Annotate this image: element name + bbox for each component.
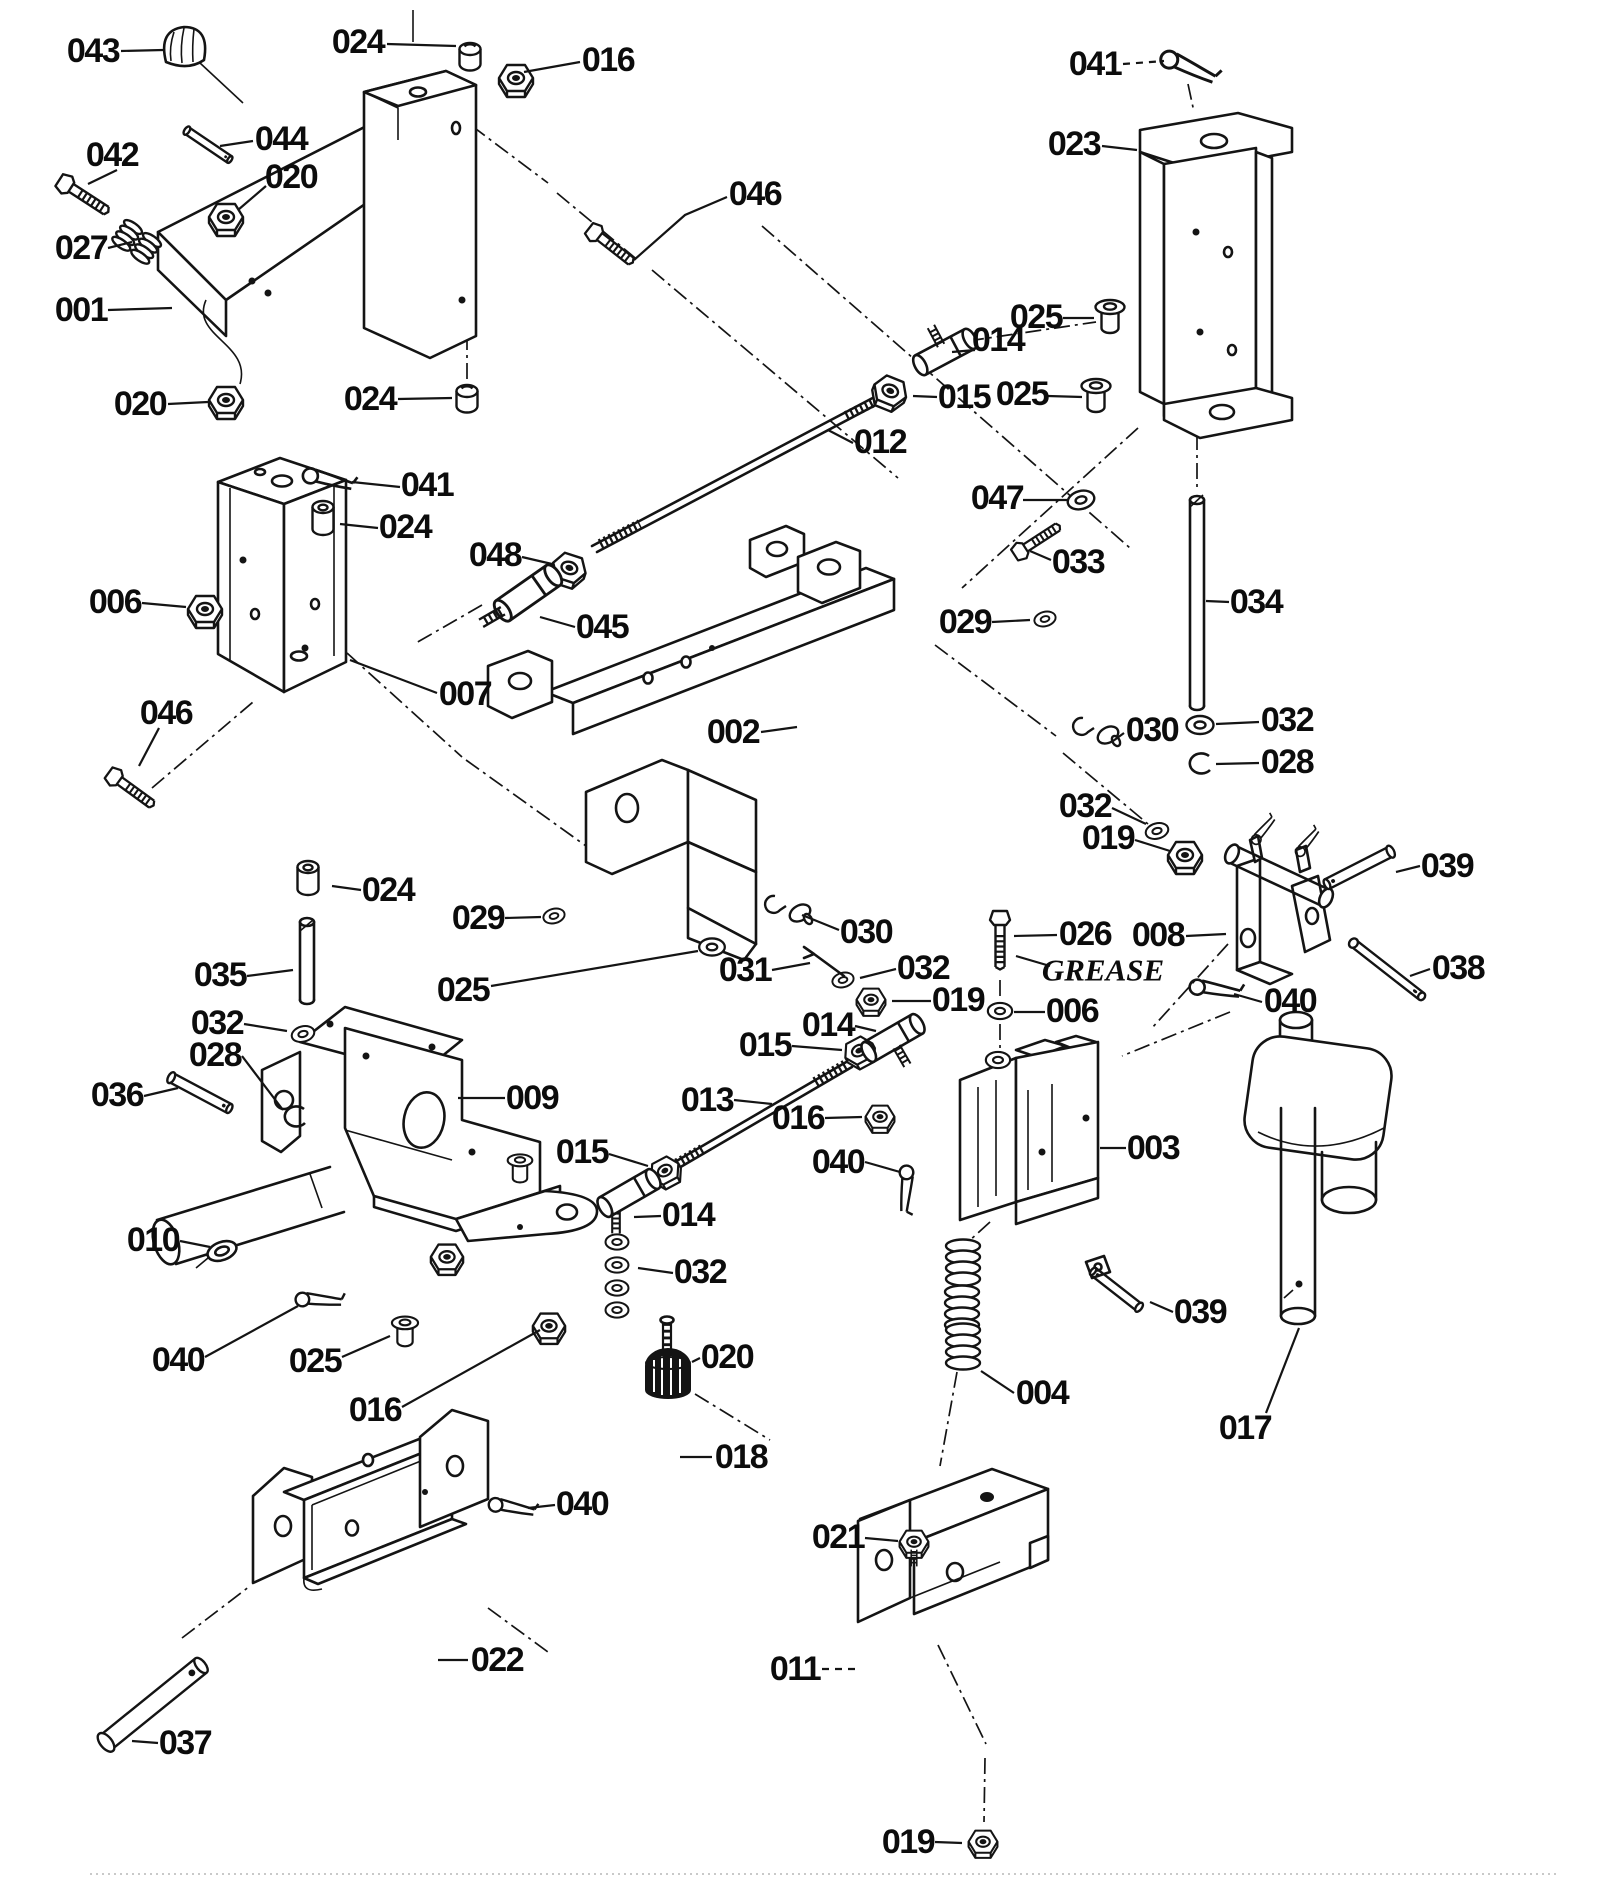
leader-line — [609, 1154, 648, 1166]
bushing-025 — [392, 1317, 418, 1347]
rod-034 — [1190, 495, 1204, 710]
part-label-006: 006 — [1045, 992, 1099, 1030]
leader-line — [772, 963, 810, 970]
rod-012 — [592, 392, 889, 552]
washer-029 — [542, 906, 567, 925]
part-label-025: 025 — [995, 375, 1049, 413]
washer-032 — [606, 1280, 629, 1295]
part-label-025: 025 — [1009, 298, 1063, 336]
ball-joint-014 — [858, 1012, 927, 1065]
leader-line — [121, 50, 163, 51]
leader-line — [855, 1026, 876, 1031]
leader-line — [981, 1371, 1014, 1393]
part-label-040: 040 — [1263, 982, 1317, 1020]
leader-line — [342, 1336, 390, 1357]
part-label-015: 015 — [555, 1133, 609, 1171]
hex-bolt-042 — [54, 172, 114, 221]
hex-nut-019 — [857, 989, 886, 1016]
leader-line — [1048, 396, 1082, 397]
ball-joint-014 — [910, 327, 979, 378]
part-label-009: 009 — [505, 1079, 559, 1117]
leader-line — [634, 1216, 661, 1217]
leader-line — [1216, 763, 1259, 764]
leader-line — [144, 1088, 178, 1096]
ring-010 — [205, 1237, 239, 1264]
part-label-003: 003 — [1126, 1129, 1180, 1167]
cotter-pin-040 — [294, 1282, 347, 1316]
clevis-pin-039 — [1322, 844, 1397, 891]
hex-nut-016 — [866, 1106, 895, 1133]
part-label-016: 016 — [348, 1391, 402, 1429]
part-label-027: 027 — [54, 229, 108, 267]
leader-line — [142, 603, 186, 607]
leader-line — [1206, 601, 1229, 602]
bracket-001 — [158, 10, 476, 384]
part-label-011: 011 — [769, 1650, 821, 1688]
snap-ring-028 — [1190, 753, 1210, 773]
leader-line — [168, 402, 208, 404]
part-label-043: 043 — [66, 32, 120, 70]
leader-line — [792, 1046, 842, 1050]
leader-line — [139, 728, 159, 766]
part-label-019: 019 — [881, 1823, 935, 1861]
part-label-046: 046 — [728, 175, 782, 213]
part-label-037: 037 — [158, 1724, 212, 1762]
part-label-039: 039 — [1420, 847, 1474, 885]
part-label-001: 001 — [54, 291, 108, 329]
part-label-006: 006 — [88, 583, 142, 621]
leader-line — [992, 620, 1030, 622]
thumbscrew-020 — [646, 1317, 690, 1399]
part-label-018: 018 — [714, 1438, 768, 1476]
hex-bolt-026 — [990, 911, 1010, 970]
hex-nut-020 — [209, 387, 243, 419]
leader-line — [761, 727, 797, 732]
part-label-021: 021 — [811, 1518, 865, 1556]
box-tube-007 — [218, 458, 346, 692]
knob-cap-043 — [164, 27, 205, 66]
ball-joint-014 — [594, 1167, 663, 1220]
spring-027 — [110, 218, 163, 266]
part-label-032: 032 — [896, 949, 950, 987]
leader-line — [247, 970, 293, 976]
diagram-artwork — [148, 10, 1395, 1622]
part-label-040: 040 — [151, 1341, 205, 1379]
leader-line — [734, 1100, 772, 1104]
part-label-012: 012 — [853, 423, 907, 461]
part-label-024: 024 — [361, 871, 415, 909]
cap-nut-024 — [457, 385, 478, 413]
part-label-014: 014 — [801, 1006, 855, 1044]
leader-line — [1216, 722, 1259, 724]
leader-line — [540, 617, 575, 627]
part-label-020: 020 — [700, 1338, 754, 1376]
threaded-stud — [612, 1211, 620, 1234]
leader-line — [524, 62, 580, 72]
leader-line — [692, 1358, 700, 1362]
leader-line — [205, 1306, 298, 1357]
hex-nut-016 — [499, 65, 533, 97]
leader-line — [865, 1162, 900, 1172]
part-label-024: 024 — [343, 380, 397, 418]
part-label-019: 019 — [1081, 819, 1135, 857]
leader-line — [528, 1505, 555, 1508]
leader-line — [1396, 866, 1420, 872]
bracket-008 — [1222, 810, 1335, 984]
part-label-038: 038 — [1431, 949, 1485, 987]
bracket-023 — [1140, 113, 1292, 438]
bushing-025 — [1096, 300, 1125, 333]
leader-line — [1186, 934, 1226, 936]
part-label-040: 040 — [811, 1143, 865, 1181]
hex-nut-016 — [533, 1314, 565, 1344]
hex-nut-019 — [1168, 842, 1202, 874]
washer-006 — [986, 1052, 1010, 1068]
part-label-035: 035 — [193, 956, 247, 994]
hex-nut-015 — [867, 372, 911, 414]
grease-fitting-030 — [765, 896, 814, 926]
part-label-024: 024 — [331, 23, 385, 61]
cotter-pin-040 — [1188, 972, 1246, 1005]
washer-047 — [1066, 488, 1097, 512]
part-label-010: 010 — [126, 1221, 180, 1259]
hex-nut — [431, 1245, 463, 1275]
leader-line — [352, 482, 400, 487]
leader-line — [505, 917, 541, 918]
hex-nut-019 — [969, 1831, 998, 1858]
washer-032 — [606, 1302, 629, 1317]
pin-031 — [804, 947, 844, 976]
leader-line — [828, 430, 853, 443]
part-label-036: 036 — [90, 1076, 144, 1114]
part-label-032: 032 — [1058, 787, 1112, 825]
frame-002 — [488, 526, 894, 960]
part-label-032: 032 — [1260, 701, 1314, 739]
cap-nut-024 — [460, 43, 481, 71]
leader-line — [108, 308, 172, 310]
part-label-045: 045 — [575, 608, 629, 646]
part-label-044: 044 — [254, 120, 308, 158]
cotter-pin-040 — [488, 1492, 540, 1520]
part-label-016: 016 — [771, 1099, 825, 1137]
bushing-024 — [298, 861, 319, 895]
leader-line — [913, 396, 937, 397]
part-label-031: 031 — [718, 951, 772, 989]
leader-line — [860, 969, 896, 978]
hex-bolt-046 — [103, 765, 159, 813]
part-label-042: 042 — [85, 136, 139, 174]
leader-line — [825, 1117, 862, 1118]
part-label-028: 028 — [188, 1036, 242, 1074]
washer-032 — [831, 970, 856, 989]
part-label-014: 014 — [661, 1196, 715, 1234]
leader-line — [1102, 146, 1137, 150]
hex-bolt-046 — [583, 221, 638, 270]
leader-line — [1030, 551, 1051, 560]
part-label-030: 030 — [1125, 711, 1179, 749]
part-label-040: 040 — [555, 1485, 609, 1523]
part-label-033: 033 — [1051, 543, 1105, 581]
part-label-016: 016 — [581, 41, 635, 79]
leader-line — [1123, 61, 1164, 64]
part-label-019: 019 — [931, 981, 985, 1019]
part-label-026: 026 — [1058, 915, 1112, 953]
leader-line — [180, 1241, 210, 1247]
washer-032 — [1187, 716, 1214, 734]
leader-line — [1266, 1328, 1299, 1413]
leader-line — [1234, 994, 1262, 1002]
part-label-grease: GREASE — [1041, 952, 1165, 988]
part-label-029: 029 — [451, 899, 505, 937]
part-label-004: 004 — [1015, 1374, 1069, 1412]
threaded-stud — [928, 325, 944, 347]
part-label-041: 041 — [400, 466, 454, 504]
part-label-020: 020 — [113, 385, 167, 423]
washer-006 — [988, 1003, 1012, 1019]
leader-line — [634, 197, 727, 260]
part-label-046: 046 — [139, 694, 193, 732]
leader-line — [638, 1268, 673, 1273]
part-label-014: 014 — [971, 321, 1025, 359]
leader-line — [1014, 935, 1057, 936]
leader-line — [491, 951, 698, 986]
leader-line — [132, 1741, 158, 1743]
washer-029 — [1033, 609, 1058, 628]
part-label-013: 013 — [680, 1081, 734, 1119]
part-label-022: 022 — [470, 1641, 524, 1679]
part-label-025: 025 — [436, 971, 490, 1009]
part-label-041: 041 — [1068, 45, 1122, 83]
cotter-pin-041 — [1159, 50, 1223, 83]
leader-line — [935, 1842, 962, 1843]
leader-line — [244, 1024, 287, 1031]
cotter-pin-040 — [890, 1164, 924, 1217]
washer-032 — [606, 1257, 629, 1272]
part-label-025: 025 — [288, 1342, 342, 1380]
leader-line — [350, 660, 437, 693]
part-label-002: 002 — [706, 713, 760, 751]
clevis-pin-036 — [166, 1071, 235, 1115]
leader-line — [1150, 1302, 1173, 1312]
leader-line — [387, 44, 456, 46]
hex-nut-006 — [188, 596, 222, 628]
phantom-lines — [90, 84, 1560, 1874]
bushing-025 — [1082, 379, 1111, 412]
leader-line — [402, 1330, 540, 1407]
part-label-047: 047 — [970, 479, 1024, 517]
part-label-020: 020 — [264, 158, 318, 196]
part-label-017: 017 — [1218, 1409, 1272, 1447]
bracket-022 — [253, 1410, 488, 1590]
bracket-003 — [960, 1036, 1098, 1224]
hex-nut-021 — [900, 1531, 929, 1558]
part-label-015: 015 — [937, 378, 991, 416]
part-label-039: 039 — [1173, 1293, 1227, 1331]
cylinder-017 — [1241, 1012, 1395, 1324]
part-label-032: 032 — [673, 1253, 727, 1291]
part-label-024: 024 — [378, 508, 432, 546]
leader-line — [522, 557, 552, 564]
part-label-029: 029 — [938, 603, 992, 641]
leader-line — [398, 398, 452, 399]
clevis-pin-038 — [1347, 937, 1427, 1003]
leader-line — [1410, 969, 1430, 976]
part-label-034: 034 — [1229, 583, 1283, 621]
part-label-007: 007 — [438, 675, 492, 713]
leader-line — [220, 141, 253, 146]
part-label-015: 015 — [738, 1026, 792, 1064]
bracket-011 — [858, 1469, 1048, 1622]
washer-032 — [606, 1234, 629, 1249]
part-label-023: 023 — [1047, 125, 1101, 163]
part-label-032: 032 — [190, 1004, 244, 1042]
leader-line — [1135, 840, 1170, 851]
part-label-030: 030 — [839, 913, 893, 951]
spring-004 — [945, 1240, 980, 1370]
leader-line — [332, 886, 361, 890]
part-label-008: 008 — [1131, 916, 1185, 954]
part-label-028: 028 — [1260, 743, 1314, 781]
part-label-048: 048 — [468, 536, 522, 574]
bushing-024 — [313, 501, 334, 535]
pin-035 — [300, 918, 314, 1004]
grease-fitting-030 — [1073, 718, 1122, 748]
